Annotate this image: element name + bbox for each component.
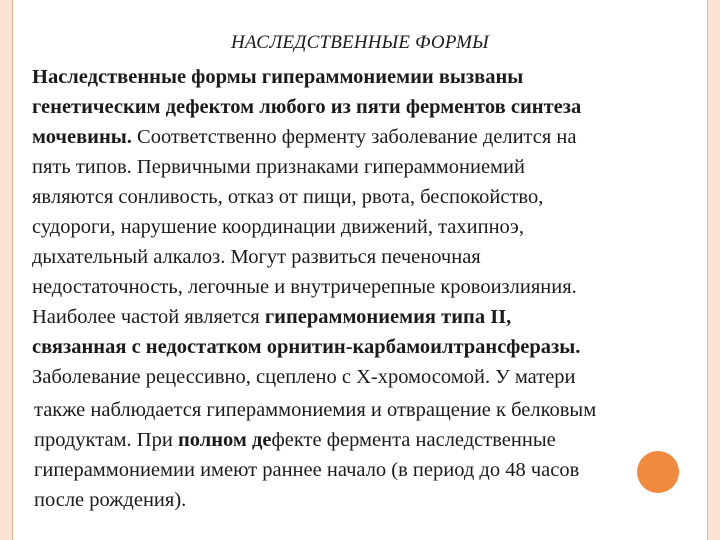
- text-line-13-bold: полном де: [177, 429, 272, 451]
- text-line-3: [32, 122, 692, 152]
- slide-title: НАСЛЕДСТВЕННЫЕ ФОРМЫ: [231, 32, 489, 53]
- text-line-9: [32, 302, 692, 332]
- text-line-14: гипераммониемии имеют раннее начало (в период до 48 часов: [34, 459, 580, 481]
- text-line-4: пять типов. Первичными признаками гипераммониемий: [32, 156, 525, 178]
- text-line-9-bold: гипераммониемия типа II,: [264, 306, 512, 328]
- text-line-2: генетическим дефектом любого из пяти ферментов синтеза: [32, 96, 582, 118]
- paragraph-main: [32, 62, 692, 392]
- text-line-6: судороги, нарушение координации движений, тахипноэ,: [32, 216, 524, 238]
- text-line-13-a: продуктам. При: [34, 429, 178, 451]
- text-line-15: после рождения).: [34, 489, 187, 511]
- text-line-10: связанная с недостатком орнитин-карбамоилтрансферазы.: [32, 336, 581, 358]
- text-line-12: также наблюдается гипераммониемия и отвращение к белковым: [34, 399, 597, 421]
- text-line-3-rest: Соответственно ферменту заболевание делится на: [131, 126, 577, 148]
- text-line-13: [34, 425, 704, 455]
- paragraph-continuation: [34, 395, 704, 515]
- decorative-circle: [637, 451, 679, 493]
- text-line-3-bold: мочевины.: [32, 126, 132, 148]
- text-line-7: дыхательный алкалоз. Могут развиться печеночная: [32, 246, 481, 268]
- text-line-9-a: Наиболее частой является: [32, 306, 265, 328]
- text-line-13-c: фекте фермента наследственные: [271, 429, 556, 451]
- text-line-11: Заболевание рецессивно, сцеплено с X-хромосомой. У матери: [32, 366, 576, 388]
- text-line-1: Наследственные формы гипераммониемии вызваны: [32, 66, 524, 88]
- text-line-8: недостаточность, легочные и внутричерепные кровоизлияния.: [32, 276, 577, 298]
- text-line-5: являются сонливость, отказ от пищи, рвота, беспокойство,: [32, 186, 544, 208]
